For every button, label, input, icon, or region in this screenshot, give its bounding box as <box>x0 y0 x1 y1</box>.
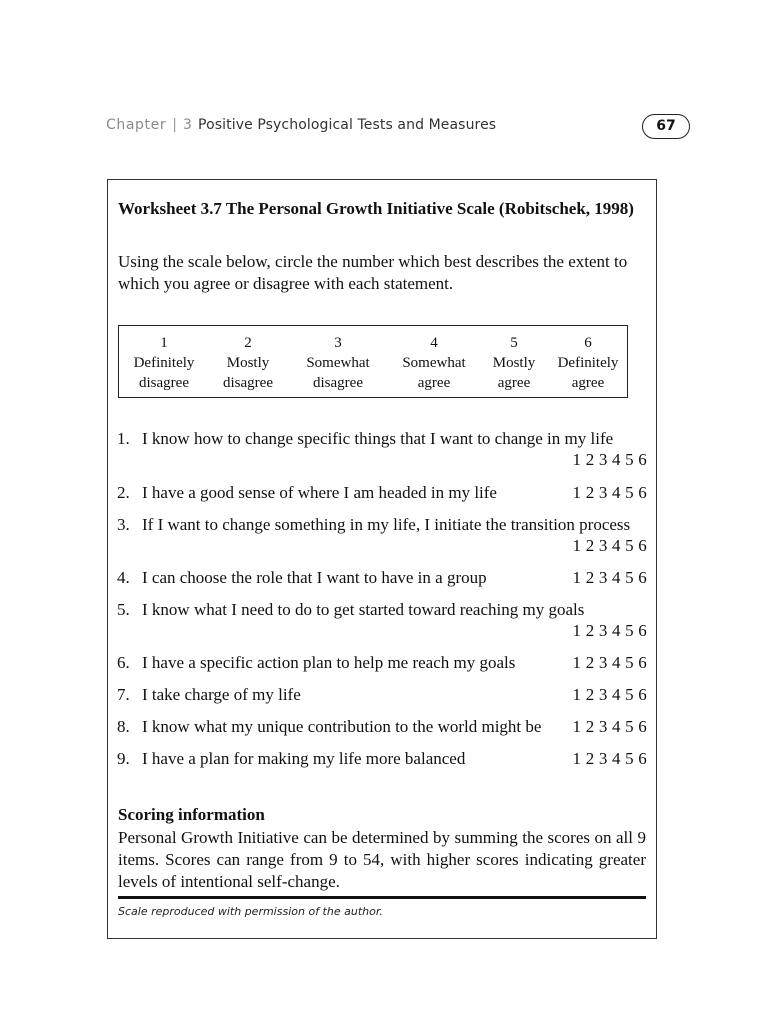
statement-list <box>117 428 647 780</box>
statement-number: 2. <box>117 483 130 502</box>
scale-option-6 <box>558 333 619 393</box>
statement-number: 7. <box>117 685 130 704</box>
scale-number: 6 <box>584 335 592 351</box>
statement-text: I know what my unique contribution to the world might be <box>142 717 542 736</box>
statement-text: I have a specific action plan to help me reach my goals <box>142 653 516 672</box>
rating-options[interactable]: 1 2 3 4 5 6 <box>572 717 647 736</box>
divider-rule <box>118 896 646 899</box>
permission-footnote: Scale reproduced with permission of the author. <box>118 905 383 918</box>
header-separator: | <box>172 117 178 133</box>
running-head <box>106 117 496 133</box>
statement-number: 5. <box>117 600 130 619</box>
worksheet-title: Worksheet 3.7 The Personal Growth Initiative Scale (Robitschek, 1998) <box>118 199 634 218</box>
scale-label-line2: agree <box>497 375 531 391</box>
statement-item-2 <box>117 482 647 514</box>
statement-item-4 <box>117 567 647 599</box>
statement-number: 3. <box>117 515 130 534</box>
scale-label-line1: Mostly <box>226 355 270 371</box>
rating-options[interactable]: 1 2 3 4 5 6 <box>572 653 647 672</box>
statement-number: 6. <box>117 653 130 672</box>
scale-label-line1: Definitely <box>557 355 619 371</box>
statement-item-8 <box>117 716 647 748</box>
scale-option-3 <box>306 333 369 393</box>
statement-number: 8. <box>117 717 130 736</box>
chapter-word: Chapter <box>106 117 167 133</box>
scale-number: 3 <box>334 335 342 351</box>
statement-item-9 <box>117 748 647 780</box>
chapter-number: 3 <box>183 117 193 133</box>
worksheet-box <box>107 179 657 939</box>
scale-label-line1: Mostly <box>492 355 536 371</box>
scale-number: 1 <box>160 335 168 351</box>
statement-text: I know how to change specific things that I want to change in my life <box>142 429 614 448</box>
scale-label-line2: agree <box>417 375 451 391</box>
scale-label-line2: disagree <box>223 375 273 391</box>
statement-text: If I want to change something in my life, I initiate the transition process <box>142 515 631 534</box>
statement-item-1 <box>117 428 647 482</box>
rating-options[interactable]: 1 2 3 4 5 6 <box>572 483 647 502</box>
scale-label-line1: Definitely <box>133 355 195 371</box>
worksheet-instructions: Using the scale below, circle the number which best describes the extent to which you agree or disagree with each statement. <box>118 252 628 293</box>
statement-text: I have a plan for making my life more balanced <box>142 749 466 768</box>
statement-text: I can choose the role that I want to have in a group <box>142 568 487 587</box>
statement-number: 9. <box>117 749 130 768</box>
scale-label-line2: disagree <box>139 375 189 391</box>
scale-option-1 <box>134 333 195 393</box>
statement-number: 1. <box>117 429 130 448</box>
statement-item-7 <box>117 684 647 716</box>
rating-options[interactable]: 1 2 3 4 5 6 <box>572 450 647 469</box>
scale-label-line1: Somewhat <box>402 355 466 371</box>
scale-label-line1: Somewhat <box>306 355 370 371</box>
scale-option-5 <box>493 333 536 393</box>
chapter-title: Positive Psychological Tests and Measures <box>198 117 497 133</box>
statement-item-6 <box>117 652 647 684</box>
rating-options[interactable]: 1 2 3 4 5 6 <box>572 568 647 587</box>
statement-number: 4. <box>117 568 130 587</box>
scoring-heading: Scoring information <box>118 805 265 824</box>
page-number: 67 <box>642 114 690 139</box>
rating-scale-legend <box>118 325 628 398</box>
statement-text: I know what I need to do to get started toward reaching my goals <box>142 600 585 619</box>
scale-option-2 <box>223 333 273 393</box>
scoring-text: Personal Growth Initiative can be determined by summing the scores on all 9 items. Scores can range from 9 to 54, with higher scores indicating greater levels of intentional self-change. <box>118 828 646 891</box>
scale-number: 4 <box>430 335 438 351</box>
rating-options[interactable]: 1 2 3 4 5 6 <box>572 621 647 640</box>
scale-option-4 <box>402 333 465 393</box>
statement-text: I take charge of my life <box>142 685 301 704</box>
scale-label-line2: agree <box>571 375 605 391</box>
rating-options[interactable]: 1 2 3 4 5 6 <box>572 685 647 704</box>
rating-options[interactable]: 1 2 3 4 5 6 <box>572 536 647 555</box>
scale-number: 5 <box>510 335 518 351</box>
rating-options[interactable]: 1 2 3 4 5 6 <box>572 749 647 768</box>
scale-number: 2 <box>244 335 252 351</box>
scale-label-line2: disagree <box>313 375 363 391</box>
statement-text: I have a good sense of where I am headed in my life <box>142 483 497 502</box>
statement-item-3 <box>117 514 647 567</box>
statement-item-5 <box>117 599 647 652</box>
